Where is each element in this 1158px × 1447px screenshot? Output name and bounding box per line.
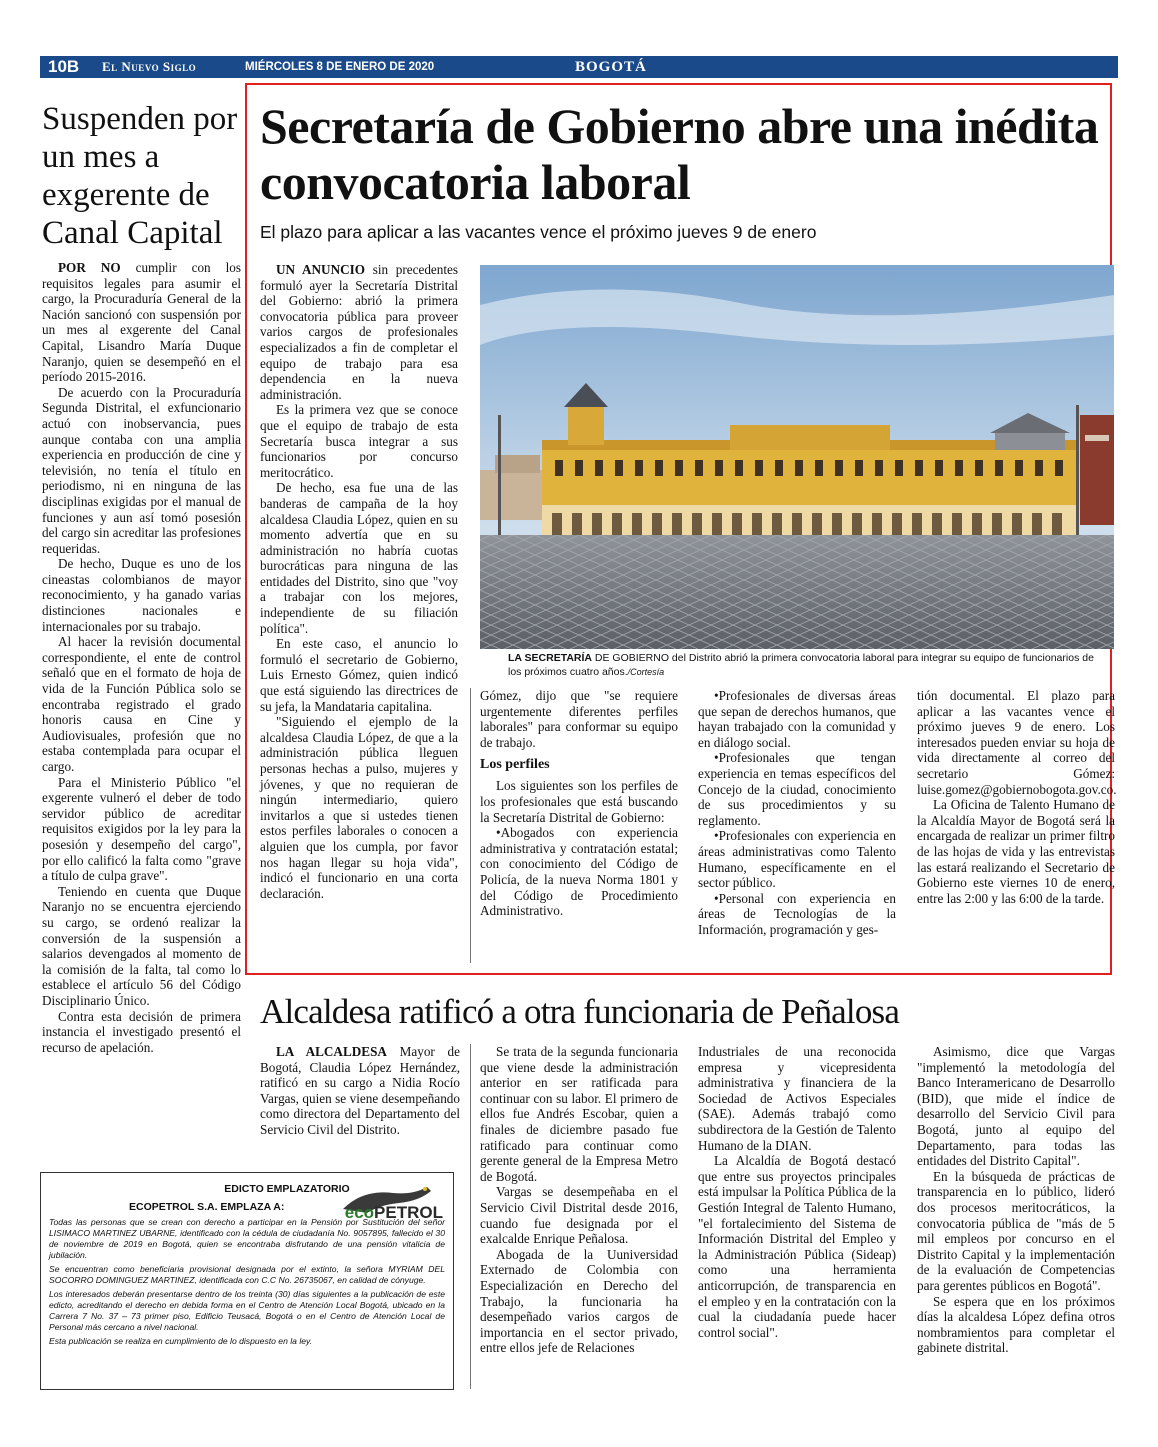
main-paragraph: De hecho, esa fue una de las banderas de campaña de la hoy alcaldesa Claudia López, quien en su momento advertía que en su administración no habría cuotas burocráticas para ninguna de las entidades del Distrito, sino que "voy a trabajar con los mejores, independiente de su filiación política".	[260, 480, 458, 636]
section-subhead: Los perfiles	[480, 757, 550, 773]
ecopetrol-logo: ecoPETROL	[344, 1203, 443, 1222]
second-paragraph: Se trata de la segunda funcionaria que viene desde la administración anterior en ser ratificada para continuar con su labor. El primero de ellos fue Andrés Escobar, quien a finales de diciembre pasado fue ratificado para continuar como gerente general de la Empresa Metro de Bogotá.	[480, 1044, 678, 1184]
main-paragraph: UN ANUNCIO sin precedentes formuló ayer la Secretaría Distrital del Gobierno: abrió la primera convocatoria pública para proveer varios cargos de profesionales especializados a fin de completar el equipo de trabajo para esa dependencia en la nueva administración.	[260, 262, 459, 402]
publication-date: MIÉRCOLES 8 DE ENERO DE 2020	[245, 61, 435, 73]
second-story-lead: LA ALCALDESA	[276, 1044, 387, 1059]
second-paragraph: La Alcaldía de Bogotá destacó que entre sus proyectos principales está impulsar la Política Pública de la Gestión Integral de Talento Humano, "el fortalecimiento del Sistema de Información Distrital del Empleo y la Administración Pública (Sideap) como una herramienta anticorrupción, de transparencia en el empleo y en la contratación con la cual la ciudadanía puede hacer control social".	[698, 1153, 896, 1340]
palace-photo-illustration	[480, 265, 1114, 649]
second-paragraph: Asimismo, dice que Vargas "implementó la metodología del Banco Interamericano de Desarrollo (BID), que mide el índice de desarrollo del Servicio Civil para Bogotá, junto al equipo del Departamento, para todas las entidades del Distrito Capital".	[917, 1044, 1115, 1169]
palace-photo	[480, 265, 1114, 649]
main-paragraph: "Siguiendo el ejemplo de la alcaldesa Claudia López, de que a la administración pública lleguen personas hechas a pulso, mujeres y jóvenes, y que no requieran de ningún intermediario, quiero invitarlos a que si ustedes tienen estos perfiles laborales o conocen a alguien que los cumpla, por favor nos hagan llegar su hoja vida", indicó el funcionario en una corta declaración.	[260, 714, 458, 901]
second-paragraph: Industriales de una reconocida empresa y vicepresidenta administrativa y financiera de la Sociedad de Activos Especiales (SAE). Además trabajó como subdirectora de la Gestión de Talento Humano de la DIAN.	[698, 1044, 896, 1153]
section-name: BOGOTÁ	[575, 59, 647, 75]
main-story-column-2	[480, 688, 678, 919]
main-paragraph: La Oficina de Talento Humano de la Alcaldía Mayor de Bogotá será la encargada de realizar un primer filtro de las hojas de vida y las entrevistas las estará realizando el Secretario de Gobierno este viernes 10 de enero, entre las 2:00 y las 6:00 de la tarde.	[917, 797, 1115, 906]
second-paragraph: Abogada de la Uuniversidad Externado de Colombia con Especialización en Derecho del Trabajo, la funcionaria ha desempeñado varios cargos de importancia en el sector privado, entre ellos jefe de Relaciones	[480, 1246, 678, 1356]
main-paragraph: Es la primera vez que se conoce que el equipo de trabajo de esta Secretaría busca integrar a sus funcionarios por concurso meritocrático.	[260, 402, 458, 480]
main-paragraph: •Profesionales de diversas áreas que sepan de derechos humanos, que hayan trabajado con la comunidad y en diálogo social.	[698, 688, 896, 750]
column-divider	[470, 1044, 471, 1389]
second-paragraph: En la búsqueda de prácticas de transparencia en lo público, lideró dos procesos meritocráticos, la convocatoria pública de "más de 5 mil empleos por concurso en el Distrito Capital y la implementación de la evaluación de Competencias para gerentes públicos en Bogotá".	[917, 1168, 1115, 1293]
main-story-column-1	[260, 262, 458, 901]
column-divider	[470, 688, 471, 963]
left-story-paragraph: Al hacer la revisión documental correspondiente, el ente de control señaló que en el formato de hoja de vida de la Función Pública solo se encontraba registrado el grado honoris causa en Cine y Audiovisuales, profesión que no estaba contemplada para ocupar el cargo.	[42, 634, 241, 774]
photo-caption	[508, 651, 1108, 679]
left-story-paragraph: Teniendo en cuenta que Duque Naranjo no se encuentra ejerciendo su cargo, se ordenó realizar la conversión de la suspensión a salarios devengados al momento de la comisión de la falta, tal como lo establece el artículo 56 del Código Disciplinario Único.	[42, 883, 241, 1008]
second-story-column-3	[698, 1044, 896, 1340]
left-story-paragraph: Contra esta decisión de primera instancia el investigado presentó el recurso de apelación.	[42, 1008, 241, 1055]
edicto-notice	[40, 1172, 454, 1390]
second-paragraph: LA ALCALDESA Mayor de Bogotá, Claudia López Hernández, ratificó en su cargo a Nidia Rocío Vargas, quien se viene desempeñando como directora del Departamento del Servicio Civil del Distrito.	[260, 1044, 461, 1137]
edicto-paragraph: Esta publicación se realiza en cumplimiento de lo dispuesto en la ley.	[49, 1336, 313, 1346]
caption-text: DE GOBIERNO del Distrito abrió la primera convocatoria laboral para integrar su equipo de funcionarios de los próximos cuatro años.	[508, 652, 1094, 678]
main-story-column-4	[917, 688, 1115, 906]
main-paragraph: Gómez, dijo que "se requiere urgentemente diferentes perfiles laborales" para conformar su equipo de trabajo.	[480, 688, 678, 750]
left-story-body	[42, 260, 241, 1055]
page-header-bar	[40, 56, 1118, 78]
main-paragraph: •Profesionales que tengan experiencia en temas específicos del Concejo de la ciudad, conocimiento de sus procedimientos y su reglamento.	[698, 750, 896, 828]
edicto-paragraph: Los interesados deberán presentarse dentro de los treinta (30) días siguientes a la publicación de este edicto, acreditando el derecho en debida forma en el Centro de Atención Local Bogotá, ubicado en la Carrera 7 No. 37 – 73 primer piso, Edificio Teusacá, Bogotá o en el Centro de Atención Local de Personal más cercano a nivel nacional.	[49, 1289, 445, 1332]
main-story-subheadline: El plazo para aplicar a las vacantes vence el próximo jueves 9 de enero	[260, 222, 817, 242]
edicto-title: EDICTO EMPLAZATORIO	[224, 1183, 350, 1195]
main-story-lead: UN ANUNCIO	[276, 262, 366, 277]
second-paragraph: Se espera que en los próximos días la alcaldesa López defina otros nombramientos para completar el gabinete distrital.	[917, 1293, 1115, 1356]
second-paragraph: Vargas se desempeñaba en el Servicio Civil Distrital desde 2016, cuando fue designada por el exalcalde Enrique Peñalosa.	[480, 1184, 678, 1247]
photo-credit: /Cortesía	[627, 667, 665, 677]
main-story-headline: Secretaría de Gobierno abre una inédita convocatoria laboral	[260, 98, 1099, 210]
main-story-column-3	[698, 688, 896, 938]
edicto-paragraph: Todas las personas que se crean con derecho a participar en la Pensión por Sustitución del señor LISIMACO MARTINEZ UBARNE, identificado con la cédula de ciudadanía No. 9057895, fallecido el 30 de noviembre de 2019 en Bogotá, quien se encontraba disfrutando de una pensión vitalicia de jubilación.	[49, 1217, 445, 1260]
edicto-paragraph: Se encuentran como beneficiaria provisional designada por el extinto, la señora MYRIAM DEL SOCORRO DOMINGUEZ MARTINEZ, identificada con C.C No. 26735067, en calidad de cónyuge.	[49, 1264, 445, 1285]
left-story-lead: POR NO	[58, 260, 121, 275]
newspaper-name: El Nuevo Siglo	[102, 59, 197, 74]
main-paragraph: •Personal con experiencia en áreas de Tecnologías de la Información, programación y ges-	[698, 890, 896, 937]
main-paragraph: •Profesionales con experiencia en áreas administrativas como Talento Humano, específicamente en el sector público.	[698, 828, 896, 891]
left-story-headline: Suspenden por un mes a exgerente de Canal Capital	[42, 101, 238, 251]
main-paragraph: Los siguientes son los perfiles de los profesionales que está buscando la Secretaría Distrital de Gobierno:	[480, 778, 678, 825]
second-story-column-2	[480, 1044, 678, 1356]
left-story-paragraph: Para el Ministerio Público "el exgerente vulneró el deber de todo servidor público de acreditar requisitos exigidos por la ley para la posesión y desempeño del cargo", por ello calificó la falta como "grave a título de culpa grave".	[42, 774, 241, 884]
left-story-paragraph: POR NO cumplir con los requisitos legales para asumir el cargo, la Procuraduría General de la Nación sancionó con suspensión por un mes al exgerente del Canal Capital, Lisandro María Duque Naranjo, quien se desempeñó en el período 2015-2016.	[42, 260, 241, 385]
caption-lead: LA SECRETARÍA	[508, 652, 592, 664]
edicto-subtitle: ECOPETROL S.A. EMPLAZA A:	[129, 1201, 285, 1213]
second-story-column-1	[260, 1044, 460, 1138]
main-paragraph: En este caso, el anuncio lo formuló el secretario de Gobierno, Luis Ernesto Gómez, quien indicó que está siguiendo las directrices de su jefa, la Mandataria capitalina.	[260, 636, 458, 714]
main-paragraph: •Abogados con experiencia administrativa y contratación estatal; con conocimiento del Código de Policía, de la nueva Norma 1801 y del Código de Procedimiento Administrativo.	[480, 825, 678, 919]
page-number: 10B	[48, 57, 80, 76]
main-paragraph: tión documental. El plazo para aplicar a las vacantes vence el próximo jueves 9 de enero. Los interesados pueden enviar su hoja de vida directamente al correo del secretario Gómez: luise.gomez@gobiernobogota.gov.co.	[917, 688, 1117, 797]
left-story-paragraph: De hecho, Duque es uno de los cineastas colombianos de mayor reconocimiento, y ha ganado varias distinciones nacionales e internacionales por su trabajo.	[42, 556, 241, 634]
second-story-column-4	[917, 1044, 1115, 1356]
left-story-paragraph: De acuerdo con la Procuraduría Segunda Distrital, el exfuncionario actuó con inobservancia, pues aunque contaba con una amplia experiencia en producción de cine y televisión, no tenía el título en periodismo, ni en ninguna de las disciplinas exigidas por el manual de funciones y aun así tomó posesión del cargo sin acreditar las profesiones requeridas.	[42, 384, 241, 556]
second-story-headline: Alcaldesa ratificó a otra funcionaria de Peñalosa	[260, 992, 900, 1031]
